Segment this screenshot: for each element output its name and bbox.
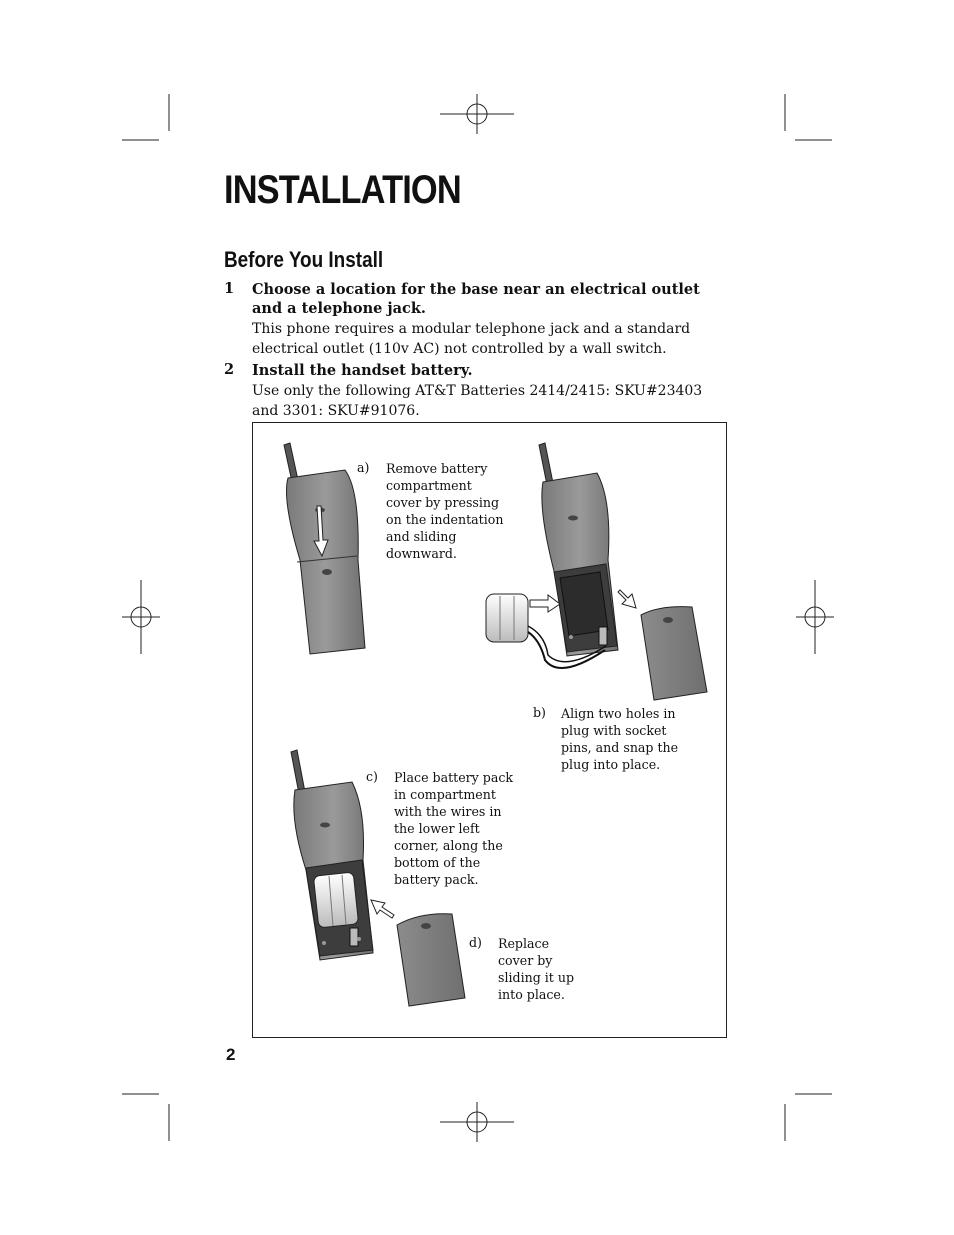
page-number: 2: [226, 1045, 236, 1064]
caption-label-d: d): [469, 935, 482, 950]
arrow-icon: [618, 590, 636, 608]
cover-icon: [397, 914, 465, 1006]
caption-c: Place battery pack in compartment with the wires in the lower left corner, along the bottom of the battery pack.: [394, 770, 514, 887]
section-heading: Before You Install: [224, 247, 384, 272]
caption-d: Replace cover by sliding it up into place.: [498, 936, 575, 1002]
step-number: 1: [224, 280, 235, 297]
step-number: 2: [224, 361, 235, 378]
handset-a-icon: [284, 443, 365, 654]
caption-label-a: a): [357, 460, 370, 475]
caption-label-c: c): [366, 769, 378, 784]
arrow-icon: [530, 595, 560, 612]
handset-c-icon: [291, 750, 373, 960]
step-heading: Choose a location for the base near an electrical outlet and a telephone jack.: [252, 281, 700, 317]
step-heading: Install the handset battery.: [252, 362, 473, 379]
caption-b: Align two holes in plug with socket pins, and snap the plug into place.: [561, 706, 679, 772]
step-body: Use only the following AT&T Batteries 2414/2415: SKU#23403 and 3301: SKU#91076.: [252, 383, 703, 419]
caption-a: Remove battery compartment cover by pressing on the indentation and sliding downward.: [386, 461, 504, 561]
page-title: INSTALLATION: [224, 168, 461, 212]
arrow-icon: [371, 900, 394, 918]
handset-b-icon: [539, 443, 618, 656]
step-body: This phone requires a modular telephone jack and a standard electrical outlet (110v AC) not controlled by a wall switch.: [252, 321, 691, 357]
cover-icon: [641, 607, 707, 700]
caption-label-b: b): [533, 705, 546, 720]
